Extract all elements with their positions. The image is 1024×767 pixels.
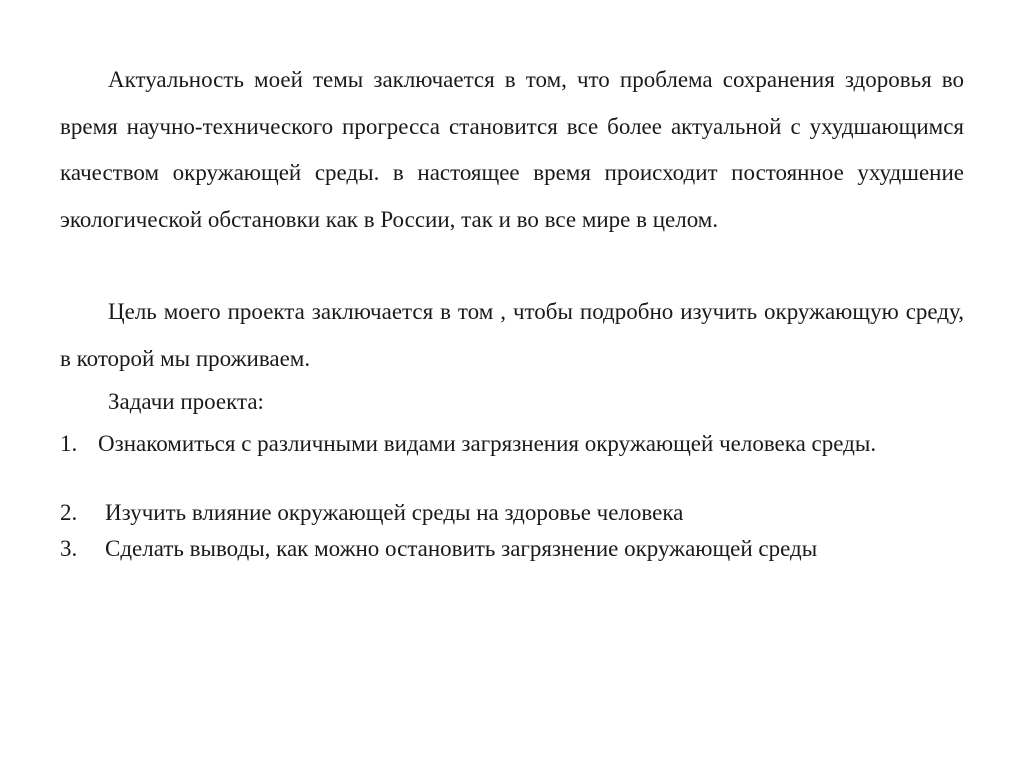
goal-paragraph: Цель моего проекта заключается в том , чтобы подробно изучить окружающую среду, в которой мы проживаем.	[60, 299, 964, 371]
task-item-1	[60, 430, 920, 458]
task-number: 2.	[60, 500, 78, 525]
task-number: 3.	[60, 536, 78, 561]
tasks-heading: Задачи проекта:	[108, 389, 264, 414]
task-item-3	[60, 535, 920, 563]
task-item-2	[60, 499, 920, 527]
task-text: Ознакомиться с различными видами загрязнения окружающей человека среды.	[98, 431, 877, 456]
relevance-paragraph: Актуальность моей темы заключается в том, что проблема сохранения здоровья во время научно-технического прогресса становится все более актуальной с ухудшающимся качеством окружающей среды. в настоящее время происходит постоянное ухудшение экологической обстановки как в России, так и во все мире в целом.	[60, 67, 964, 232]
task-text: Сделать выводы, как можно остановить загрязнение окружающей среды	[105, 536, 818, 561]
task-number: 1.	[60, 431, 78, 456]
task-text: Изучить влияние окружающей среды на здоровье человека	[105, 500, 684, 525]
